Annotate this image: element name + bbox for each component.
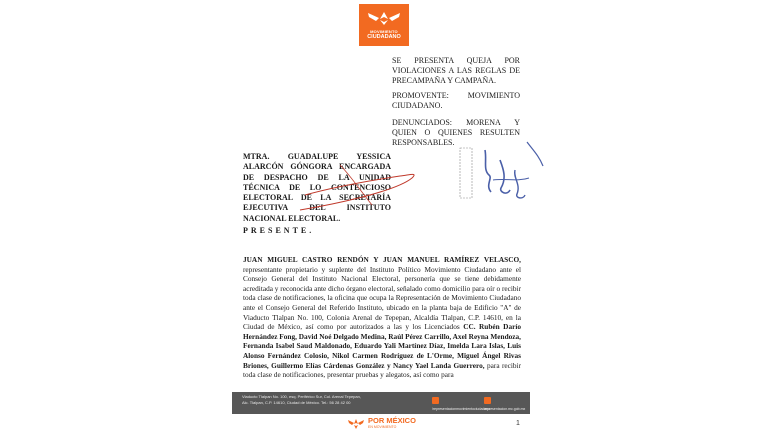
footer-bar [232,392,530,414]
eagle-icon [367,9,401,27]
body-text: representante propietario y suplente del Instituto Político Movimiento Ciudadano ante el Consejo General del Instituto Nacional Electoral, personería que se tiene debidamente acreditada y reconocida ante dicho órgano electoral, señalado como domicilio para oír o recibir toda clase de notificaciones, la oficina que ocupa la Representación de Movimiento Ciudadano ante el Consejo General del Referido Instituto, ubicado en la planta baja de Edificio "A" de Viaducto Tlalpan No. 100, Colonia Arenal de Tepepan, Alcaldía Tlalpan, C.P. 14610, en la Ciudad de México, así como por autorizados a las y los Licenciados [243,264,521,332]
page-number: 1 [516,420,520,427]
facebook-icon [432,397,439,404]
reception-stamp [455,140,545,215]
footer-facebook[interactable] [432,396,491,411]
globe-icon [484,397,491,404]
denunciados-line: DENUNCIADOS: MORENA Y QUIEN O QUIENES RESULTEN RESPONSABLES. [392,118,520,147]
body-lead: JUAN MIGUEL CASTRO RENDÓN Y JUAN MANUEL RAMÍREZ VELASCO, [243,255,521,264]
body-authorized-names: CC. Rubén Darío Hernández Fong, David Noé Delgado Medina, Raúl Pérez Carrillo, Axel Reyna Mendoza, Fernanda Isabel Saud Maldonado, Eduardo Yali Martínez Díaz, Imelda Lara Islas, Luis Alonso Fernández Colosio, Nikol Carmen Rodríguez de L'Orme, Miguel Ángel Rivas Briones, Guillermo Elías Cárdenas González y Nancy Yael Landa Guerrero, [243,322,522,370]
body-tail: para recibir toda clase de notificaciones, presentar pruebas y alegatos, así como para [243,360,521,380]
footer-address [242,394,432,405]
bottom-logo-sub: EN MOVIMIENTO [368,425,397,429]
promovente-line: PROMOVENTE: MOVIMIENTO CIUDADANO. [392,91,520,110]
salutation: PRESENTE. [243,226,315,235]
body-paragraph [243,255,521,380]
footer-address-line1: Viaducto Tlalpan No. 100, esq. Periférico Sur, Col. Arenal Tepepan, [242,394,361,399]
footer-website-text: representacion.mc.gob.mx [484,407,526,411]
movimiento-ciudadano-logo [359,4,409,46]
bottom-logo-main: POR MÉXICO [368,416,416,425]
logo-text-line2: CIUDADANO [367,34,401,40]
por-mexico-logo [348,417,432,431]
eagle-icon [348,418,364,430]
footer-website[interactable] [484,396,528,411]
subject-heading: SE PRESENTA QUEJA POR VIOLACIONES A LAS REGLAS DE PRECAMPAÑA Y CAMPAÑA. [392,56,520,85]
footer-address-line2: Alc. Tlalpan, C.P. 14610, Ciudad de México. Tel.: 56 28 42 00 [242,399,351,405]
logo-text-line1: MOVIMIENTO [370,29,398,34]
addressee-block: MTRA. GUADALUPE YESSICA ALARCÓN GÓNGORA ENCARGADA DE DESPACHO DE LA UNIDAD TÉCNICA DE LO CONTENCIOSO ELECTORAL DE LA SECRETARÍA EJECUTIVA DEL INSTITUTO NACIONAL ELECTORAL. [243,152,391,223]
footer-facebook-text: /representacionmovimientociudadano [432,407,491,411]
